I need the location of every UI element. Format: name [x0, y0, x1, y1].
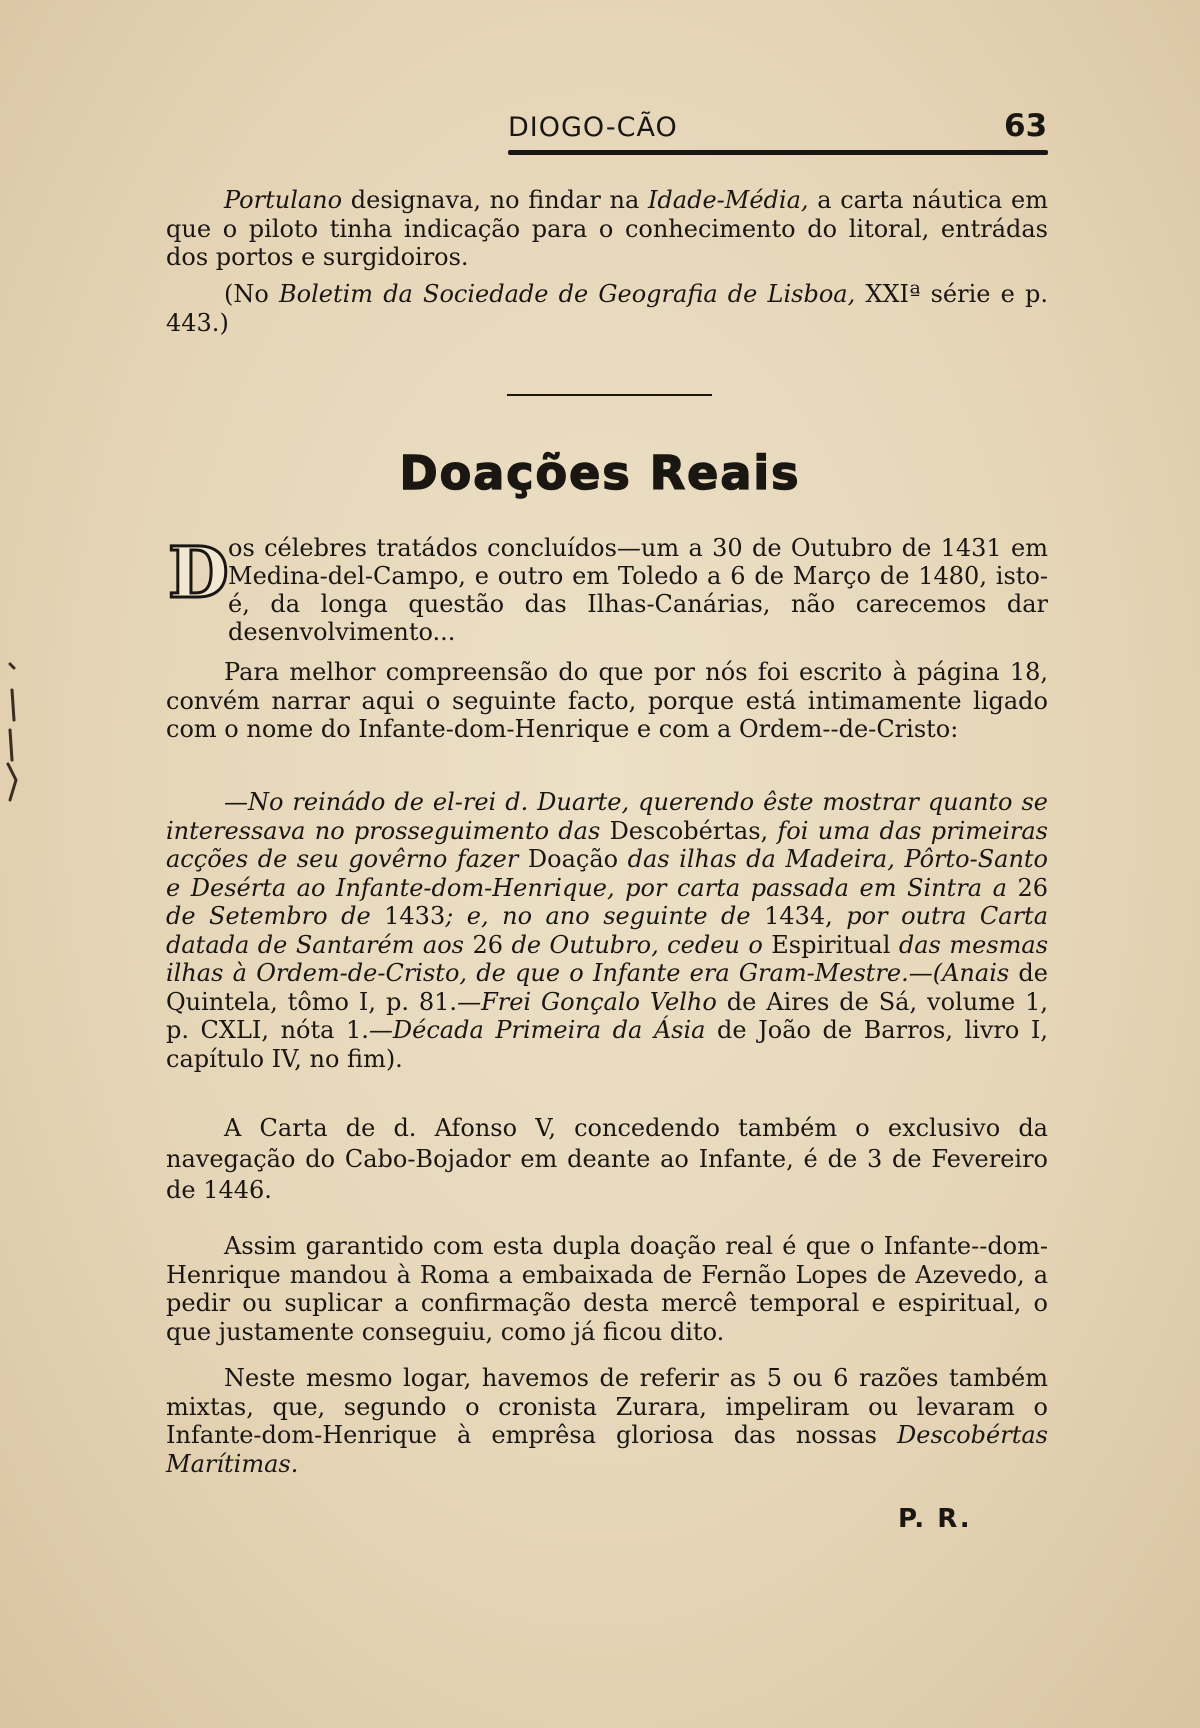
- margin-mark-icon: [4, 660, 34, 810]
- quote-text: de Setembro de: [166, 902, 385, 930]
- paragraph-portulano: [166, 186, 1048, 272]
- section-divider: [507, 394, 712, 396]
- term-portulano: Portulano: [224, 186, 343, 214]
- quote-text: 26: [1017, 873, 1048, 902]
- quote-text: por outra Carta datada de Santarém aos: [166, 902, 1048, 959]
- paragraph-intro: [166, 531, 1048, 646]
- paragraph-razoes: [166, 1364, 1048, 1478]
- paragraph-quote: [166, 788, 1048, 1073]
- quote-text: ; e, no ano seguinte de: [445, 902, 765, 930]
- paragraph-text: designava, no findar na: [342, 186, 648, 214]
- quote-text: —No reinádo de el-rei d. Duarte, querendo êste mostrar quanto se interessava no prosseguimento das: [166, 788, 1048, 845]
- quote-text: 1433: [384, 902, 446, 930]
- quote-text: 1434,: [764, 902, 833, 930]
- quote-text: de Quintela, tômo I, p. 81.: [166, 959, 1049, 1016]
- quote-text: Doação: [527, 845, 619, 873]
- paragraph-text: a carta náutica em que o piloto tinha indicação para o conhecimento do litoral, entrádas dos portos e surgidoiros.: [166, 186, 1048, 271]
- paragraph-garantido: Assim garantido com esta dupla doação real é que o Infante--dom-Henrique mandou à Roma a embaixada de Fernão Lopes de Azevedo, a pedir ou suplicar a confirmação desta mercê temporal e espiritual, o que justamente conseguiu, como já ficou dito.: [166, 1232, 1048, 1346]
- citation-open: (No: [224, 280, 279, 308]
- header-rule: [508, 150, 1048, 155]
- section-title: Doações Reais: [399, 446, 801, 500]
- quote-text: das ilhas da Madeira, Pôrto-Santo e Desérta ao Infante-dom-Henrique, por carta passada em Sintra a: [166, 845, 1049, 902]
- paragraph-carta-afonso: A Carta de d. Afonso V, concedendo também o exclusivo da navegação do Cabo-Bojador em deante ao Infante, é de 3 de Fevereiro de 1446.: [166, 1114, 1048, 1204]
- quote-text: de Outubro, cedeu o: [503, 930, 772, 959]
- paragraph-text: Neste mesmo logar, havemos de referir as 5 ou 6 razões também mixtas, que, segundo o cronista Zurara, impeliram ou levaram o Infante-dom-Henrique à emprêsa gloriosa das nossas: [166, 1364, 1048, 1449]
- quote-text: foi uma das primeiras acções de seu govêrno fazer: [166, 816, 1048, 873]
- quote-text: —Frei Gonçalo Velho: [457, 987, 717, 1016]
- paragraph-compreensao: Para melhor compreensão do que por nós foi escrito à página 18, convém narrar aqui o seguinte facto, porque está intimamente ligado com o nome do Infante-dom-Henrique e com a Ordem--de-Cristo:: [166, 658, 1048, 743]
- intro-text: os célebres tratádos concluídos—um a 30 de Outubro de 1431 em Medina-del-Campo, e outro em Toledo a 6 de Março de 1480, isto-é, da longa questão das Ilhas-Canárias, não carecemos dar desenvolvimento...: [228, 534, 1048, 646]
- quote-text: Espiritual: [771, 930, 891, 959]
- paragraph-citation: [166, 280, 1048, 337]
- page-number: 63: [1004, 108, 1048, 144]
- term-descobertas: Descobértas Marítimas.: [166, 1421, 1048, 1478]
- author-signature: P. R.: [898, 1504, 972, 1534]
- quote-text: 26: [472, 930, 504, 959]
- quote-text: de João de Barros, livro I, capítulo IV, no fim).: [166, 1016, 1048, 1073]
- quote-text: de Aires de Sá, volume 1, p. CXLI, nóta 1.: [166, 987, 1048, 1044]
- citation-source: Boletim da Sociedade de Geografia de Lisboa,: [278, 280, 856, 308]
- running-header-title: DIOGO-CÃO: [508, 112, 678, 143]
- quote-text: —Década Primeira da Ásia: [368, 1016, 706, 1044]
- quote-text: Descobértas,: [609, 816, 769, 845]
- term-idade-media: Idade-Média,: [647, 186, 809, 214]
- drop-cap: D: [168, 531, 229, 614]
- quote-text: das mesmas ilhas à Ordem-de-Cristo, de que o Infante era Gram-Mestre.—(Anais: [166, 930, 1049, 987]
- citation-rest: XXIª série e p. 443.): [166, 280, 1048, 337]
